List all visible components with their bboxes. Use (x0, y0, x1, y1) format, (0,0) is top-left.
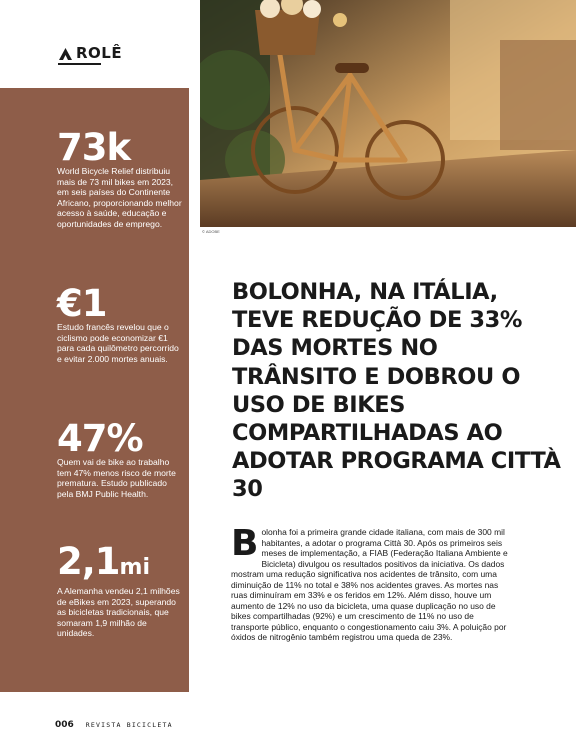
stat-description: A Alemanha vendeu 2,1 milhões de eBikes em 2023, superando as bicicletas tradicionais, que somaram 1,9 milhão de unidades. (57, 586, 180, 639)
stat-block (57, 126, 185, 230)
article-headline: BOLONHA, NA ITÁLIA, TEVE REDUÇÃO DE 33% DAS MORTES NO TRÂNSITO E DOBROU O USO DE BIKES COMPARTILHADAS AO ADOTAR PROGRAMA CITTÀ 30 (232, 279, 561, 503)
stat-value: 47% (57, 417, 143, 460)
stat-description: World Bicycle Relief distribuiu mais de 73 mil bikes em 2023, em seis países do Continente Africano, proporcionando melhor acesso à saúde, educação e oportunidades de emprego. (57, 166, 182, 229)
stat-value: 73k (57, 126, 131, 169)
stat-block (57, 282, 185, 364)
drop-cap: B (231, 523, 259, 564)
stat-description: Quem vai de bike ao trabalho tem 47% menos risco de morte prematura. Estudo publicado pela BMJ Public Health. (57, 457, 176, 499)
section-title: ROLÊ (76, 44, 123, 62)
stat-value (57, 540, 185, 586)
stat-block (57, 417, 185, 499)
stat-number: 2,1 (57, 540, 120, 583)
stat-description: Estudo francês revelou que o ciclismo pode economizar €1 para cada quilômetro percorrido e evitar 2.000 mortes anuais. (57, 322, 179, 364)
magazine-name: REVISTA BICICLETA (85, 721, 173, 729)
article-text: olonha foi a primeira grande cidade italiana, com mais de 300 mil habitantes, a adotar o programa Città 30. Após os primeiros seis meses de implementação, a FIAB (Federação Italiana Ambiente e Bicicleta) divulgou os resultados positivos da iniciativa. Os dados mostram uma redução significativa nos acidentes de trânsito, com uma diminuição de 11% no total e 38% nos acidentes graves. As mortes nas ruas diminuíram em 33% e os feridos em 12%. Além disso, houve um aumento de 12% no uso da bicicleta, uma quase duplicação no uso de bikes compartilhadas (92%) e um crescimento de 11% no uso de transporte público, enquanto o congestionamento caiu 3%. A poluição por óxidos de nitrogênio também registrou uma queda de 23%. (231, 527, 508, 642)
photo-credit: © ADOBE (202, 229, 220, 234)
stat-unit: mi (119, 555, 151, 580)
page-footer (55, 720, 173, 730)
section-underline (58, 63, 101, 65)
section-label (59, 44, 122, 62)
article-body (231, 523, 514, 643)
mountain-icon (59, 47, 72, 60)
stat-value: €1 (57, 282, 107, 325)
page-number: 006 (55, 720, 74, 730)
bicycle-photo (200, 0, 576, 227)
bicycle-illustration (200, 0, 576, 227)
stat-block (57, 540, 185, 639)
